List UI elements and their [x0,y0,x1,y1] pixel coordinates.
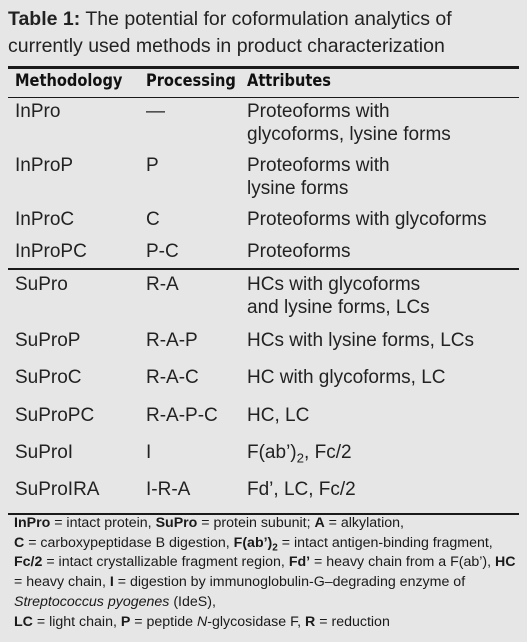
fab-text: F(ab’) [247,442,297,463]
row-method: SuProIRA [15,479,100,500]
footnote-term: I [109,574,114,591]
footnote-term: A [314,515,325,531]
footnote-term: Fd’ [288,554,311,571]
row-attributes: Proteoforms [247,241,351,262]
table-title [8,6,520,60]
footnote-text: = peptide [130,613,198,630]
row-processing: P-C [146,241,179,262]
footnote-text: = heavy chain from a F(ab’), [310,554,496,571]
row-method: SuProPC [15,405,95,426]
table-footnote [14,514,519,632]
footnote-text: (IdeS), [169,593,216,610]
row-attributes-cont: glycoforms, lysine forms [247,124,451,145]
row-attributes: HC, LC [247,405,310,426]
row-attributes: Fd’, LC, Fc/2 [247,479,356,500]
footnote-text: = intact protein, [50,515,156,531]
row-processing: R-A-C [146,367,199,388]
row-method: InProP [15,155,74,176]
footnote-term: LC [14,613,33,630]
footnote-term: P [120,613,131,630]
row-attributes: HCs with lysine forms, LCs [247,330,474,351]
footnote-text: = protein subunit; [197,515,315,531]
footnote-text: = carboxypeptidase B digestion, [24,534,234,551]
footnote-species: Streptococcus pyogenes [14,593,170,610]
row-method: SuProC [15,367,82,388]
row-processing: R-A-P-C [146,405,218,426]
header-methodology: Methodology [15,71,123,91]
table-caption: The potential for coformulation analytics of currently used methods in product characterization [8,8,452,57]
footnote-text: = reduction [315,613,390,630]
row-method: SuPro [15,274,68,295]
row-attributes: Proteoforms with [247,101,390,122]
footnote-term: SuPro [155,515,198,531]
footnote-term: HC [495,554,516,571]
group-rule [8,268,519,270]
footnote-text: = digestion by immunoglobulin-G–degrading enzyme of [113,574,466,591]
table-label: Table 1: [8,8,81,30]
row-method: InProPC [15,241,87,262]
header-rule [8,97,519,98]
row-processing: C [146,209,160,230]
top-rule [8,66,519,69]
row-processing: I [146,442,152,463]
footnote-text: = light chain, [32,613,121,630]
header-processing: Processing [146,71,236,91]
row-method: SuProI [15,442,74,463]
footnote-text: = intact crystallizable fragment region, [42,554,289,571]
footnote-text: = intact antigen-binding fragment, [277,534,493,551]
row-processing: R-A [146,274,179,295]
row-attributes [247,441,352,464]
row-method: InPro [15,101,61,122]
row-processing: — [146,101,165,122]
fab-subscript: 2 [296,450,305,466]
row-processing: R-A-P [146,330,198,351]
footnote-term: InPro [14,515,51,531]
footnote-italic: N [197,613,208,630]
header-attributes: Attributes [247,71,331,91]
footnote-text: -glycosidase F, [207,613,306,630]
row-attributes: Proteoforms with glycoforms [247,209,487,230]
row-processing: I-R-A [146,479,191,500]
row-attributes: Proteoforms with [247,155,390,176]
fab-term-text: F(ab’) [233,534,273,551]
footnote-text: = alkylation, [324,515,404,531]
fab-tail: , Fc/2 [304,442,352,463]
row-attributes: HCs with glycoforms [247,274,421,295]
row-method: SuProP [15,330,81,351]
row-processing: P [146,155,159,176]
footnote-term [233,534,278,554]
footnote-term: C [14,534,25,551]
footnote-term: R [305,613,316,630]
row-attributes-cont: lysine forms [247,178,349,199]
row-attributes: HC with glycoforms, LC [247,367,446,388]
row-attributes-cont: and lysine forms, LCs [247,297,430,318]
fab-term-subscript: 2 [272,542,278,554]
row-method: InProC [15,209,75,230]
footnote-term: Fc/2 [14,554,43,571]
footnote-text: = heavy chain, [14,574,110,591]
